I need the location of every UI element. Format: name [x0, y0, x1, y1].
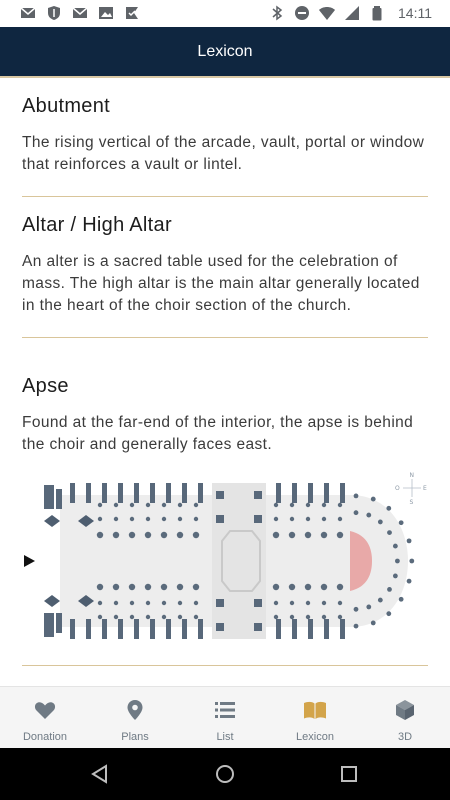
recents-icon[interactable]: [338, 763, 360, 785]
pillar: [290, 517, 294, 521]
buttress: [340, 483, 345, 503]
cube-icon: [393, 698, 417, 722]
pillar: [194, 517, 198, 521]
pillar: [145, 532, 151, 538]
pillar: [130, 517, 134, 521]
pillar: [146, 503, 150, 507]
buttress: [102, 483, 107, 503]
pillar: [289, 532, 295, 538]
buttress: [324, 483, 329, 503]
pillar: [98, 517, 102, 521]
heart-icon: [33, 698, 57, 722]
pillar: [322, 601, 326, 605]
pillar: [337, 532, 343, 538]
pillar: [378, 520, 383, 525]
pillar: [146, 601, 150, 605]
pillar: [399, 597, 404, 602]
pillar: [254, 491, 262, 499]
buttress: [308, 483, 313, 503]
pillar: [337, 584, 343, 590]
lexicon-entry-apse[interactable]: [0, 375, 450, 456]
mail-icon: [72, 5, 88, 21]
pillar: [216, 623, 224, 631]
pillar: [216, 491, 224, 499]
entrance-arrow-icon: [24, 555, 35, 567]
entry-title: Altar / High Altar: [22, 214, 172, 236]
pillar: [387, 530, 392, 535]
pillar: [321, 532, 327, 538]
entry-title: Abutment: [22, 95, 111, 117]
pillar: [322, 615, 326, 619]
pillar: [129, 532, 135, 538]
lexicon-list[interactable]: [0, 79, 450, 686]
pillar: [113, 584, 119, 590]
entry-description: The rising vertical of the arcade, vault, portal or window that reinforces a vault or lintel.: [22, 134, 425, 173]
list-icon: [213, 698, 237, 722]
buttress: [292, 619, 297, 639]
pillar: [130, 615, 134, 619]
compass-o: O: [395, 485, 400, 492]
pillar: [322, 503, 326, 507]
lexicon-entry-abutment[interactable]: [0, 95, 450, 197]
buttress: [134, 483, 139, 503]
pillar: [114, 601, 118, 605]
pillar: [193, 532, 199, 538]
pillar: [194, 503, 198, 507]
pillar: [371, 497, 376, 502]
divider: [22, 665, 428, 666]
status-time: 14:11: [398, 5, 432, 21]
pillar: [290, 615, 294, 619]
location-pin-icon: [123, 698, 147, 722]
pillar: [321, 584, 327, 590]
pillar: [407, 538, 412, 543]
pillar: [305, 584, 311, 590]
tab-3d[interactable]: [360, 687, 450, 748]
cell-signal-icon: [344, 5, 360, 21]
pillar: [162, 503, 166, 507]
tab-list[interactable]: [180, 687, 270, 748]
pillar: [306, 517, 310, 521]
tab-label: List: [216, 731, 234, 743]
pillar: [130, 601, 134, 605]
pillar: [161, 532, 167, 538]
pillar: [338, 601, 342, 605]
do-not-disturb-icon: [294, 5, 310, 21]
pillar: [290, 503, 294, 507]
pillar: [273, 532, 279, 538]
mail-icon: [20, 5, 36, 21]
wifi-icon: [319, 5, 335, 21]
app-bar: [0, 27, 450, 78]
pillar: [193, 584, 199, 590]
buttress: [340, 619, 345, 639]
status-bar: [0, 0, 450, 27]
divider: [22, 337, 428, 338]
pillar: [305, 532, 311, 538]
pillar: [407, 579, 412, 584]
buttress: [86, 619, 91, 639]
pillar: [162, 615, 166, 619]
pillar: [177, 532, 183, 538]
floor-plan-svg: [20, 469, 432, 649]
compass-e: E: [423, 485, 427, 492]
pillar: [387, 587, 392, 592]
pillar: [273, 584, 279, 590]
pillar: [145, 584, 151, 590]
buttress: [182, 619, 187, 639]
pillar: [178, 517, 182, 521]
pillar: [354, 494, 359, 499]
pillar: [216, 515, 224, 523]
entry-description: Found at the far-end of the interior, the apse is behind the choir and generally faces east.: [22, 414, 414, 453]
bluetooth-icon: [269, 5, 285, 21]
buttress: [324, 619, 329, 639]
tab-lexicon[interactable]: [270, 687, 360, 748]
shield-icon: [46, 5, 62, 21]
pillar: [254, 599, 262, 607]
pillar: [97, 532, 103, 538]
divider: [22, 196, 428, 197]
compass-s: S: [409, 499, 414, 506]
pillar: [178, 601, 182, 605]
pillar: [114, 517, 118, 521]
pillar: [274, 601, 278, 605]
pillar: [114, 615, 118, 619]
buttress: [70, 619, 75, 639]
pillar: [338, 615, 342, 619]
buttress: [134, 619, 139, 639]
pillar: [162, 601, 166, 605]
pillar: [98, 601, 102, 605]
pillar: [98, 615, 102, 619]
pillar: [409, 559, 414, 564]
page-title: Lexicon: [197, 43, 253, 60]
pillar: [395, 559, 400, 564]
pillar: [113, 532, 119, 538]
pillar: [378, 598, 383, 603]
entry-title: Apse: [22, 375, 69, 397]
tab-label: Lexicon: [296, 731, 334, 743]
image-icon: [98, 5, 114, 21]
pillar: [306, 615, 310, 619]
tab-label: Donation: [22, 731, 68, 743]
system-icons: [269, 5, 432, 21]
notification-icons: [20, 5, 140, 21]
pillar: [393, 574, 398, 579]
battery-icon: [369, 5, 385, 21]
pillar: [130, 503, 134, 507]
buttress: [102, 619, 107, 639]
home-icon[interactable]: [214, 763, 236, 785]
lexicon-entry-altar[interactable]: [0, 214, 450, 338]
pillar: [254, 623, 262, 631]
pillar: [354, 607, 359, 612]
buttress: [118, 483, 123, 503]
pillar: [194, 601, 198, 605]
pillar: [146, 615, 150, 619]
pillar: [274, 503, 278, 507]
entry-description: An alter is a sacred table used for the celebration of mass. The high altar is the main altar generally located in the heart of the choir section of the church.: [22, 253, 420, 314]
pillar: [274, 615, 278, 619]
tab-label: Plans: [121, 731, 149, 743]
compass-n: N: [409, 472, 414, 479]
pillar: [98, 503, 102, 507]
pillar: [366, 513, 371, 518]
pillar: [399, 520, 404, 525]
buttress: [70, 483, 75, 503]
pillar: [306, 503, 310, 507]
pillar: [393, 544, 398, 549]
pillar: [338, 503, 342, 507]
buttress: [150, 619, 155, 639]
pillar: [178, 615, 182, 619]
pillar: [371, 621, 376, 626]
pillar: [129, 584, 135, 590]
pillar: [216, 599, 224, 607]
compass-icon: [395, 472, 427, 506]
pillar: [162, 517, 166, 521]
back-icon[interactable]: [89, 763, 111, 785]
pillar: [386, 506, 391, 511]
pillar: [306, 601, 310, 605]
tab-plans[interactable]: [90, 687, 180, 748]
buttress: [198, 619, 203, 639]
buttress: [198, 483, 203, 503]
buttress: [276, 619, 281, 639]
pillar: [254, 515, 262, 523]
buttress: [86, 483, 91, 503]
pillar: [178, 503, 182, 507]
pillar: [354, 624, 359, 629]
pillar: [194, 615, 198, 619]
book-icon: [301, 698, 329, 722]
buttress: [150, 483, 155, 503]
buttress: [308, 619, 313, 639]
buttress: [292, 483, 297, 503]
pillar: [366, 605, 371, 610]
pillar: [274, 517, 278, 521]
buttress: [182, 483, 187, 503]
pillar: [114, 503, 118, 507]
pillar: [177, 584, 183, 590]
pillar: [97, 584, 103, 590]
buttress: [118, 619, 123, 639]
pillar: [161, 584, 167, 590]
pillar: [322, 517, 326, 521]
bottom-tab-bar: [0, 686, 450, 748]
tab-donation[interactable]: [0, 687, 90, 748]
pillar: [354, 510, 359, 515]
pillar: [289, 584, 295, 590]
pillar: [146, 517, 150, 521]
tab-label: 3D: [397, 731, 413, 743]
apse-floor-plan: [20, 469, 432, 649]
buttress: [166, 483, 171, 503]
system-nav-bar: [0, 748, 450, 800]
pillar: [290, 601, 294, 605]
pillar: [338, 517, 342, 521]
buttress: [166, 619, 171, 639]
check-flag-icon: [124, 5, 140, 21]
buttress: [276, 483, 281, 503]
pillar: [386, 611, 391, 616]
